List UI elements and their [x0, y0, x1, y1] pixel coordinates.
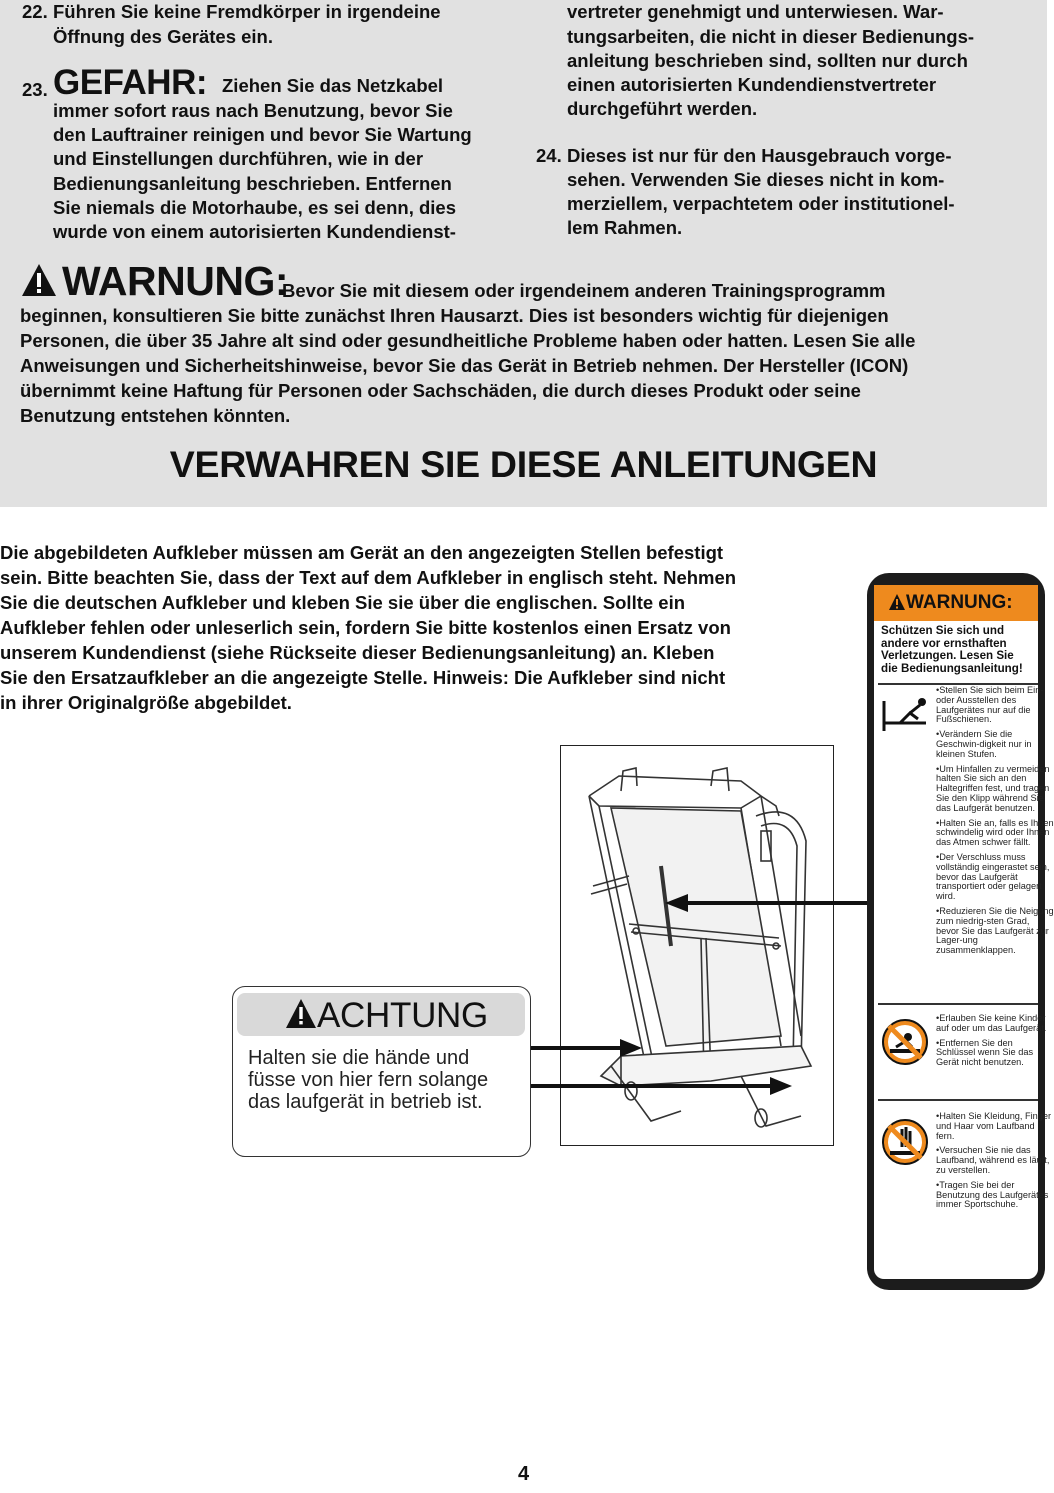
label-item: •Versuchen Sie nie das Laufband, während es läuft, zu verstellen. [936, 1145, 1050, 1175]
warning-text: Anweisungen und Sicherheitshinweise, bevor Sie das Gerät in Betrieb nehmen. Der Hersteller (ICON) [20, 355, 909, 376]
item-text: lem Rahmen. [567, 217, 683, 238]
warning-label [867, 573, 1054, 1290]
item-text: einen autorisierten Kundendienstvertreter [567, 74, 937, 95]
item-text: den Lauftrainer reinigen und bevor Sie Wartung [53, 124, 472, 145]
intro-line: Schützen Sie sich und [881, 624, 1005, 637]
label-item: •Entfernen Sie den Schlüssel wenn Sie das Gerät nicht benutzen. [936, 1037, 1034, 1068]
item-text: Führen Sie keine Fremdkörper in irgendeine [53, 1, 441, 22]
item-text: anleitung beschrieben sind, sollten nur durch [567, 50, 968, 71]
sticker-line: Halten sie die hände und [248, 1047, 470, 1069]
label-item: •Der Verschluss muss vollständig eingerastet sein, bevor das Laufgerät transportiert oder gelagert wird. [936, 851, 1050, 902]
warning-text: Personen, die über 35 Jahre alt sind oder gesundheitliche Probleme haben oder hatten. Lesen Sie alle [20, 330, 916, 351]
warning-label-title: WARNUNG: [906, 592, 1013, 613]
decal-text: sein. Bitte beachten Sie, dass der Text auf dem Aufkleber in englisch steht. Nehmen [0, 567, 737, 588]
warning-heading: WARNUNG: [62, 258, 289, 304]
warning-text: Bevor Sie mit diesem oder irgendeinem anderen Trainingsprogramm [282, 280, 886, 301]
intro-line: andere vor ernsthaften [881, 636, 1007, 650]
divider [878, 1099, 1038, 1101]
item-number: 24. [536, 145, 562, 166]
label-item: •Stellen Sie sich beim Ein- oder Ausstellen des Laufgerätes nur auf die Fußschienen. [936, 685, 1044, 725]
warning-label-section-1 [936, 686, 1054, 961]
danger-heading: GEFAHR: [53, 63, 207, 102]
label-item: •Halten Sie an, falls es Ihnen schwindelig wird oder Ihnen das Atmen schwer fällt. [936, 817, 1054, 848]
decal-text: unserem Kundendienst (siehe Rückseite dieser Bedienungsanleitung) an. Kleben [0, 642, 715, 663]
label-item: •Halten Sie Kleidung, Finger und Haar vom Laufband fern. [936, 1111, 1052, 1141]
decal-text: Die abgebildeten Aufkleber müssen am Gerät an den angezeigten Stellen befestigt [0, 542, 724, 563]
item-text: immer sofort raus nach Benutzung, bevor Sie [53, 100, 453, 121]
achtung-title: ACHTUNG [317, 996, 488, 1035]
warning-text: beginnen, konsultieren Sie bitte zunächst Ihren Hausarzt. Dies ist besonders wichtig für diejenigen [20, 305, 889, 326]
keep-instructions-title: VERWAHREN SIE DIESE ANLEITUNGEN [169, 443, 878, 485]
decal-text: in ihrer Originalgröße abgebildet. [0, 692, 292, 713]
warning-text: übernimmt keine Haftung für Personen oder Sachschäden, die durch dieses Produkt oder seine [20, 380, 861, 401]
label-item: •Erlauben Sie keine Kinder auf oder um das Laufgerät. [936, 1013, 1047, 1033]
decal-text: Aufkleber fehlen oder unleserlich sein, fordern Sie bitte kostenlos einen Ersatz von [0, 617, 731, 638]
item-text: Öffnung des Gerätes ein. [53, 26, 273, 47]
decal-text: Sie den Ersatzaufkleber an die angezeigte Stelle. Hinweis: Die Aufkleber sind nicht [0, 667, 726, 688]
intro-line: Verletzungen. Lesen Sie [881, 649, 1014, 663]
label-item: •Um Hinfallen zu vermeiden halten Sie sich an den Haltegriffen fest, und tragen Sie den Klipp während Sie das Laufgerät benutzen. [936, 763, 1050, 813]
achtung-sticker [232, 986, 531, 1157]
item-text: merziellem, verpachtetem oder institutionel- [567, 193, 955, 214]
arrows [530, 890, 875, 1100]
item-number: 22. [22, 1, 48, 22]
sticker-header [237, 993, 525, 1036]
item-text: wurde von einem autorisierten Kundendienst- [53, 221, 456, 242]
warning-label-intro [881, 625, 1041, 675]
item-text: und Einstellungen durchführen, wie in der [53, 148, 424, 169]
item-text: Ziehen Sie das Netzkabel [222, 75, 444, 96]
warning-triangle-icon [285, 998, 317, 1029]
warning-triangle-icon [20, 262, 58, 298]
item-text: Bedienungsanleitung beschrieben. Entfernen [53, 173, 452, 194]
item-number: 23. [22, 79, 48, 100]
warning-label-section-3 [936, 1112, 1054, 1215]
item-text: Sie niemals die Motorhaube, es sei denn, dies [53, 197, 457, 218]
label-item: •Reduzieren Sie die Neigung zum niedrig-sten Grad, bevor Sie das Laufgerät zur Lager-ung zusammenklappen. [936, 905, 1054, 956]
intro-line: die Bedienungsanleitung! [881, 661, 1023, 675]
warning-triangle-icon [888, 593, 906, 611]
item-text: vertreter genehmigt und unterwiesen. War- [567, 1, 944, 22]
sticker-text [248, 1047, 528, 1113]
item-text: sehen. Verwenden Sie dieses nicht in kom- [567, 169, 945, 190]
no-hands-icon [880, 1117, 930, 1167]
item-text: Dieses ist nur für den Hausgebrauch vorge- [567, 145, 952, 166]
no-children-icon [880, 1017, 930, 1067]
warning-text: Benutzung entstehen könnten. [20, 405, 291, 426]
page-number: 4 [517, 1463, 530, 1485]
warning-label-header [874, 585, 1038, 621]
divider [878, 1003, 1038, 1005]
label-item: •Tragen Sie bei der Benutzung des Laufgerätes immer Sportschuhe. [936, 1179, 1049, 1210]
falling-person-icon [880, 693, 930, 733]
warning-label-inner [874, 585, 1054, 1279]
decal-text: Sie die deutschen Aufkleber und kleben Sie sie über die englischen. Sollte ein [0, 592, 686, 613]
label-item: •Verändern Sie die Geschwin-digkeit nur in kleinen Stufen. [936, 729, 1032, 759]
sticker-line: füsse von hier fern solange [248, 1069, 489, 1091]
sticker-line: das laufgerät in betrieb ist. [248, 1091, 483, 1113]
warning-label-section-2 [936, 1014, 1054, 1073]
item-text: tungsarbeiten, die nicht in dieser Bedienungs- [567, 26, 975, 47]
item-text: durchgeführt werden. [567, 98, 758, 119]
